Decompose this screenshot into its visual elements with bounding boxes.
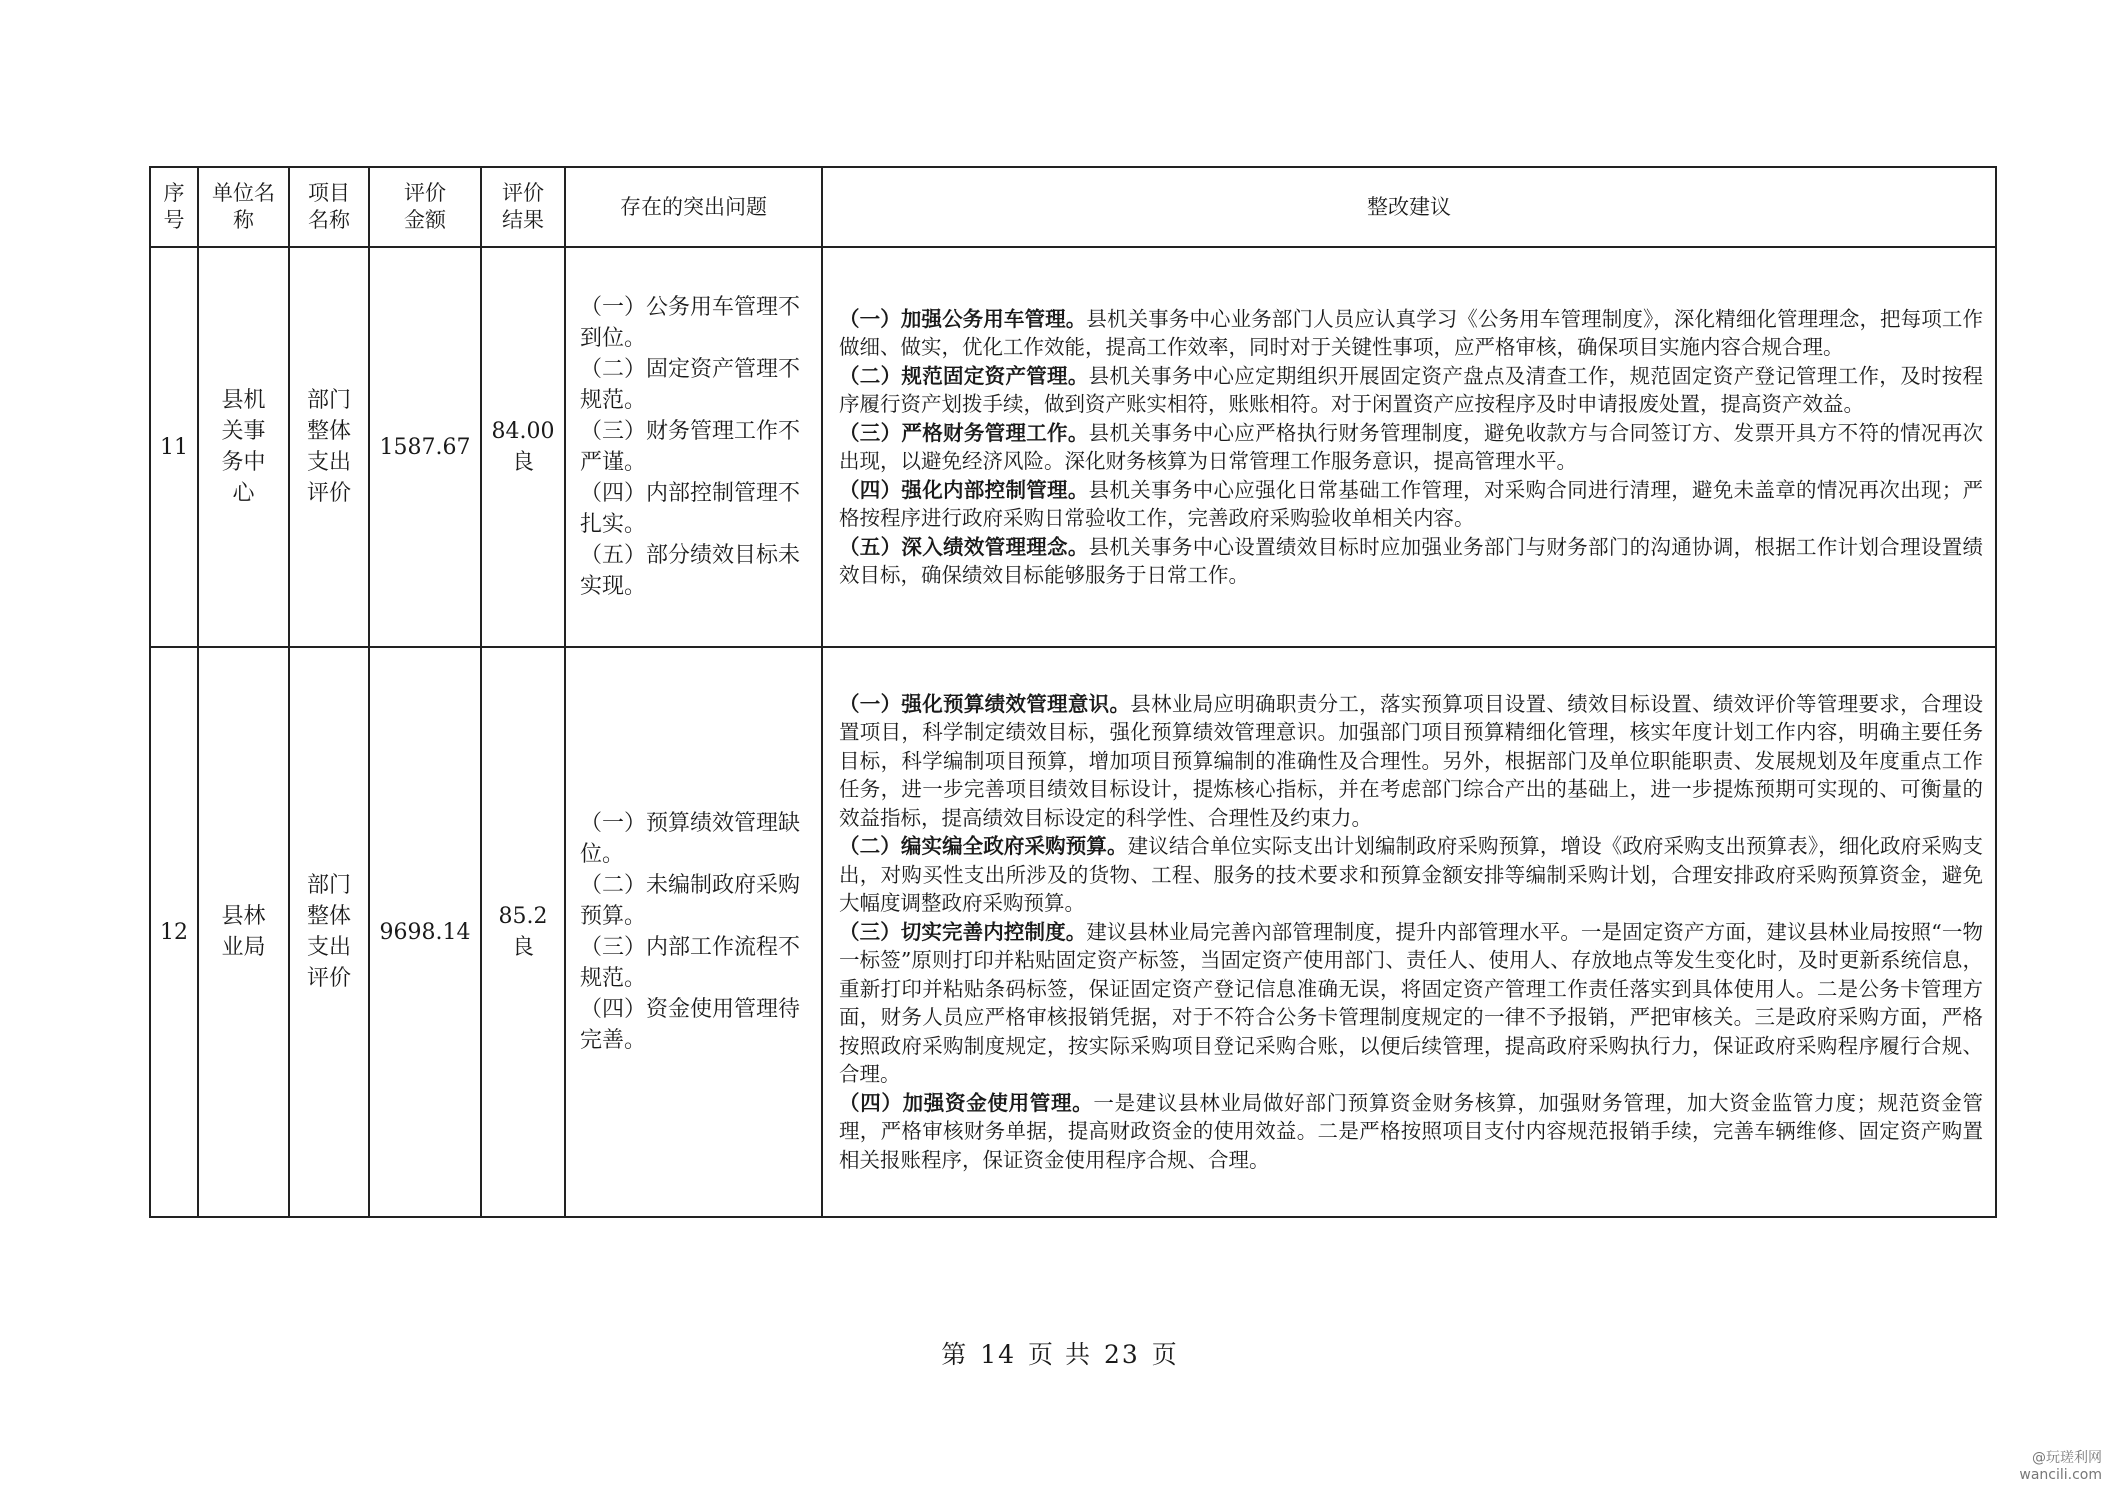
problem-item: （三）内部工作流程不规范。	[580, 935, 801, 991]
evaluation-table	[149, 166, 1997, 1218]
footer-prefix: 第	[941, 1340, 969, 1369]
footer-page-number: 14	[980, 1340, 1017, 1369]
header-project: 项目名称	[289, 167, 369, 247]
suggestion-text: 县林业局应明确职责分工，落实预算项目设置、绩效目标设置、绩效评价等管理要求，合理设置项目，科学制定绩效目标，强化预算绩效管理意识。加强部门项目预算精细化管理，核实年度计划工作内容，明确主要任务目标，科学编制项目预算，增加项目预算编制的准确性及合理性。另外，根据部门及单位职能职责、发展规划及年度重点工作任务，进一步完善项目绩效目标设计，提炼核心指标，并在考虑部门综合产出的基础上，进一步提炼预期可实现的、可衡量的效益指标，提高绩效目标设定的科学性、合理性及约束力。	[839, 691, 1984, 830]
cell-problems	[565, 247, 822, 647]
cell-unit: 县机关事务中心	[198, 247, 289, 647]
suggestion-text: 一是建议县林业局做好部门预算资金财务核算，加强财务管理，加大资金监管力度；规范资金管理，严格审核财务单据，提高财政资金的使用效益。二是严格按照项目支付内容规范报销手续，完善车辆维修、固定资产购置相关报账程序，保证资金使用程序合规、合理。	[839, 1090, 1984, 1172]
footer-middle: 页 共	[1028, 1340, 1092, 1369]
cell-unit: 县林业局	[198, 647, 289, 1217]
watermark-line-1: @玩瑳利网	[2032, 1450, 2102, 1466]
suggestion-text: 县机关事务中心设置绩效目标时应加强业务部门与财务部门的沟通协调，根据工作计划合理设置绩效目标，确保绩效目标能够服务于日常工作。	[839, 534, 1984, 587]
table-header-row	[150, 167, 1996, 247]
table-row	[150, 247, 1996, 647]
footer-suffix: 页	[1151, 1340, 1179, 1369]
cell-suggestions	[822, 647, 1996, 1217]
cell-project: 部门整体支出评价	[289, 647, 369, 1217]
page-footer	[0, 1335, 2120, 1371]
suggestion-item	[839, 690, 1983, 833]
problem-item: （一）公务用车管理不到位。	[580, 295, 801, 351]
footer-total-pages: 23	[1103, 1340, 1140, 1369]
suggestion-title: （二）规范固定资产管理。	[839, 363, 1089, 388]
header-result: 评价结果	[481, 167, 565, 247]
suggestion-title: （三）切实完善内控制度。	[839, 919, 1087, 944]
suggestion-item	[839, 419, 1983, 476]
suggestion-item	[839, 918, 1983, 1089]
suggestion-text: 县机关事务中心应强化日常基础工作管理，对采购合同进行清理，避免未盖章的情况再次出现；严格按程序进行政府采购日常验收工作，完善政府采购验收单相关内容。	[839, 477, 1984, 530]
suggestion-item	[839, 1089, 1983, 1175]
suggestion-item	[839, 362, 1983, 419]
suggestion-title: （一）强化预算绩效管理意识。	[839, 691, 1131, 716]
suggestion-item	[839, 533, 1983, 590]
suggestion-title: （二）编实编全政府采购预算。	[839, 834, 1128, 859]
suggestion-text: 县机关事务中心应定期组织开展固定资产盘点及清查工作，规范固定资产登记管理工作，及时按程序履行资产划拨手续，做到资产账实相符，账账相符。对于闲置资产应按程序及时申请报废处置，提高资产效益。	[839, 363, 1984, 416]
problem-item: （一）预算绩效管理缺位。	[580, 811, 801, 867]
suggestion-text: 县机关事务中心业务部门人员应认真学习《公务用车管理制度》，深化精细化管理理念，把每项工作做细、做实，优化工作效能，提高工作效率，同时对于关键性事项，应严格审核，确保项目实施内容合规合理。	[839, 306, 1984, 359]
suggestion-title: （五）深入绩效管理理念。	[839, 534, 1089, 559]
header-problems: 存在的突出问题	[565, 167, 822, 247]
cell-no: 11	[150, 247, 198, 647]
suggestion-title: （四）加强资金使用管理。	[839, 1090, 1094, 1115]
watermark-line-2: wancili.com	[2019, 1467, 2102, 1483]
cell-project: 部门整体支出评价	[289, 247, 369, 647]
cell-problems	[565, 647, 822, 1217]
problem-item: （三）财务管理工作不严谨。	[580, 419, 801, 475]
header-no: 序号	[150, 167, 198, 247]
suggestion-item	[839, 305, 1983, 362]
table-row	[150, 647, 1996, 1217]
problem-item: （四）资金使用管理待完善。	[580, 997, 801, 1053]
cell-no: 12	[150, 647, 198, 1217]
grade-value: 良	[511, 450, 534, 475]
score-value: 84.00	[491, 419, 555, 444]
cell-result	[481, 247, 565, 647]
grade-value: 良	[511, 935, 534, 960]
cell-suggestions	[822, 247, 1996, 647]
score-value: 85.2	[498, 904, 548, 929]
problem-item: （二）固定资产管理不规范。	[580, 357, 801, 413]
suggestion-item	[839, 832, 1983, 918]
suggestion-title: （四）强化内部控制管理。	[839, 477, 1089, 502]
cell-amount: 1587.67	[369, 247, 481, 647]
suggestion-text: 县机关事务中心应严格执行财务管理制度，避免收款方与合同签订方、发票开具方不符的情况再次出现，以避免经济风险。深化财务核算为日常管理工作服务意识，提高管理水平。	[839, 420, 1984, 473]
problem-item: （四）内部控制管理不扎实。	[580, 481, 801, 537]
problem-item: （五）部分绩效目标未实现。	[580, 543, 801, 599]
suggestion-title: （三）严格财务管理工作。	[839, 420, 1089, 445]
suggestion-item	[839, 476, 1983, 533]
watermark	[2019, 1450, 2102, 1484]
header-amount: 评价金额	[369, 167, 481, 247]
header-unit: 单位名称	[198, 167, 289, 247]
cell-result	[481, 647, 565, 1217]
header-suggestions: 整改建议	[822, 167, 1996, 247]
cell-amount: 9698.14	[369, 647, 481, 1217]
problem-item: （二）未编制政府采购预算。	[580, 873, 801, 929]
suggestion-title: （一）加强公务用车管理。	[839, 306, 1087, 331]
suggestion-text: 建议县林业局完善內部管理制度，提升内部管理水平。一是固定资产方面，建议县林业局按照“一物一标签”原则打印并粘贴固定资产标签，当固定资产使用部门、责任人、使用人、存放地点等发生变化时，及时更新系统信息，重新打印并粘贴条码标签，保证固定资产登记信息准确无误，将固定资产管理工作责任落实到具体使用人。二是公务卡管理方面，财务人员应严格审核报销凭据，对于不符合公务卡管理制度规定的一律不予报销，严把审核关。三是政府采购方面，严格按照政府采购制度规定，按实际采购项目登记采购合账，以便后续管理，提高政府采购执行力，保证政府采购程序履行合规、合理。	[839, 919, 1983, 1087]
suggestion-text: 建议结合单位实际支出计划编制政府采购预算，增设《政府采购支出预算表》，细化政府采购支出，对购买性支出所涉及的货物、工程、服务的技术要求和预算金额安排等编制采购计划，合理安排政府采购预算资金，避免大幅度调整政府采购预算。	[839, 834, 1984, 916]
